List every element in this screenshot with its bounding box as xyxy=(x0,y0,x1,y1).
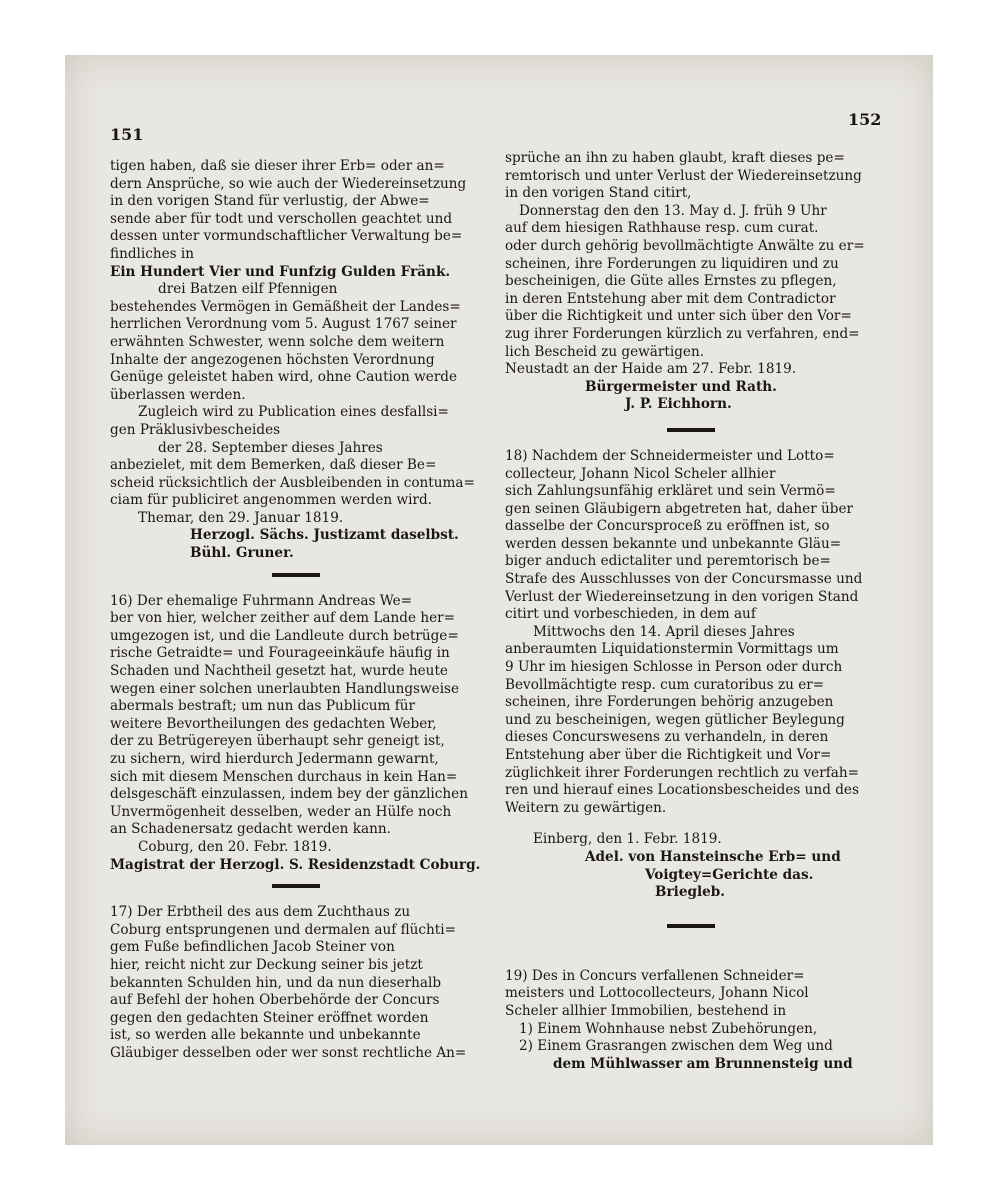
signatory: Briegleb. xyxy=(655,884,726,901)
text-line: Donnerstag den den 13. May d. J. früh 9 Uhr xyxy=(519,202,827,219)
text-line: biger anduch edictaliter und peremtorisch be= xyxy=(505,553,831,570)
text-line: ber von hier, welcher zeither auf dem Lande her= xyxy=(110,610,456,627)
issuing-office: Herzogl. Sächs. Justizamt daselbst. xyxy=(190,527,459,544)
text-line: sich Zahlungsunfähig erkläret und sein Vermö= xyxy=(505,483,836,500)
text-line: über die Richtigkeit und unter sich über den Vor= xyxy=(505,308,852,325)
text-line: bestehendes Vermögen in Gemäßheit der Landes= xyxy=(110,298,461,315)
body-paragraph xyxy=(110,299,482,405)
amount-line-2: drei Batzen eilf Pfennigen xyxy=(158,281,338,298)
text-line: 2) Einem Grasrangen zwischen dem Weg und xyxy=(519,1038,833,1055)
text-line: lich Bescheid zu gewärtigen. xyxy=(505,343,705,360)
text-line: gem Fuße befindlichen Jacob Steiner von xyxy=(110,939,395,956)
text-line: gen Präklusivbescheides xyxy=(110,421,281,438)
text-line: umgezogen ist, und die Landleute durch betrüge= xyxy=(110,627,459,644)
text-line: auf Befehl der hohen Oberbehörde der Concurs xyxy=(110,992,440,1009)
section-divider xyxy=(667,924,715,928)
notice-19 xyxy=(505,968,877,1074)
text-line: Verlust der Wiedereinsetzung in den vorigen Stand xyxy=(505,588,859,605)
intro-paragraph xyxy=(110,158,482,264)
text-line: citirt und vorbeschieden, in dem auf xyxy=(505,606,756,623)
text-line: gegen den gedachten Steiner eröffnet worden xyxy=(110,1009,429,1026)
notice-16 xyxy=(110,593,482,875)
text-line: Unvermögenheit desselben, weder an Hülfe noch xyxy=(110,803,452,820)
place-date: Coburg, den 20. Febr. 1819. xyxy=(138,838,332,855)
text-line: dessen unter vormundschaftlicher Verwaltung be= xyxy=(110,228,463,245)
page-number-right: 152 xyxy=(848,110,882,129)
text-line: remtorisch und unter Verlust der Wiedereinsetzung xyxy=(505,167,862,184)
text-line: oder durch gehörig bevollmächtigte Anwälte zu er= xyxy=(505,237,865,254)
text-line: 19) Des in Concurs verfallenen Schneider= xyxy=(505,967,805,984)
text-line: Scheler allhier Immobilien, bestehend in xyxy=(505,1002,787,1019)
text-line: abermals bestraft; um nun das Publicum für xyxy=(110,698,415,715)
text-line: ist, so werden alle bekannte und unbekannte xyxy=(110,1027,421,1044)
section-divider xyxy=(667,428,715,432)
notice-18 xyxy=(505,448,877,902)
issuing-office: Magistrat der Herzogl. S. Residenzstadt Coburg. xyxy=(110,856,481,873)
text-line: Zugleich wird zu Publication eines desfallsi= xyxy=(138,404,449,421)
signatories: Bühl. Gruner. xyxy=(190,545,294,562)
place-date: Neustadt an der Haide am 27. Febr. 1819. xyxy=(505,361,797,378)
text-line: Strafe des Ausschlusses von der Concursmasse und xyxy=(505,571,863,588)
text-line: wegen einer solchen unerlaubten Handlungsweise xyxy=(110,680,460,697)
text-line: ren und hierauf eines Locationsbescheides und des xyxy=(505,782,859,799)
text-line: Schaden und Nachtheil gesetzt hat, wurde heute xyxy=(110,663,448,680)
text-line: dieses Concurswesens zu verhandeln, in deren xyxy=(505,729,829,746)
text-line: in den vorigen Stand für verlustig, der Abwe= xyxy=(110,193,430,210)
text-line: anbezielet, mit dem Bemerken, daß dieser Be= xyxy=(110,457,437,474)
text-line: anberaumten Liquidationstermin Vormittags um xyxy=(505,641,839,658)
date-line: der 28. September dieses Jahres xyxy=(158,439,383,456)
text-line: gen seinen Gläubigern abgetreten hat, daher über xyxy=(505,500,854,517)
text-line: weitere Bevortheilungen des gedachten Weber, xyxy=(110,715,437,732)
text-line: 1) Einem Wohnhause nebst Zubehörungen, xyxy=(519,1020,818,1037)
text-line: collecteur, Johann Nicol Scheler allhier xyxy=(505,465,776,482)
text-line: sprüche an ihn zu haben glaubt, kraft dieses pe= xyxy=(505,150,845,166)
text-line: bescheinigen, die Güte alles Ernstes zu pflegen, xyxy=(505,273,837,290)
text-line: herrlichen Verordnung vom 5. August 1767 seiner xyxy=(110,316,457,333)
text-line: scheinen, ihre Forderungen zu liquidiren und zu xyxy=(505,255,839,272)
text-line: findliches in xyxy=(110,245,195,262)
text-line: an Schadenersatz gedacht werden kann. xyxy=(110,821,391,838)
text-line: Bevollmächtigte resp. cum curatoribus zu er= xyxy=(505,676,825,693)
text-line: dasselbe der Concursproceß zu eröffnen ist, so xyxy=(505,518,830,535)
text-line: auf dem hiesigen Rathhause resp. cum curat. xyxy=(505,220,819,237)
text-line: sende aber für todt und verschollen geachtet und xyxy=(110,210,453,227)
text-line: zu sichern, wird hierdurch Jedermann gewarnt, xyxy=(110,751,439,767)
text-line: dern Ansprüche, so wie auch der Wiedereinsetzung xyxy=(110,175,467,192)
text-line: überlassen werden. xyxy=(110,386,246,403)
text-line: Weitern zu gewärtigen. xyxy=(505,799,667,816)
text-line: meisters und Lottocollecteurs, Johann Nicol xyxy=(505,985,809,1002)
text-line: bekannten Schulden hin, und da nun dieserhalb xyxy=(110,974,442,991)
text-line: Entstehung aber über die Richtigkeit und Vor= xyxy=(505,747,832,763)
text-line: 9 Uhr im hiesigen Schlosse in Person oder durch xyxy=(505,659,843,676)
text-line: Gläubiger desselben oder wer sonst rechtliche An= xyxy=(110,1044,467,1061)
text-line: 16) Der ehemalige Fuhrmann Andreas We= xyxy=(110,592,413,609)
text-line: Mittwochs den 14. April dieses Jahres xyxy=(533,623,795,640)
text-line: Inhalte der angezogenen höchsten Verordnung xyxy=(110,351,435,368)
text-line: züglichkeit ihrer Forderungen rechtlich zu verfah= xyxy=(505,764,860,781)
text-line: dem Mühlwasser am Brunnensteig und xyxy=(553,1055,853,1072)
text-line: rische Getraidte= und Fourageeinkäufe häufig in xyxy=(110,645,450,662)
section-divider xyxy=(272,573,320,577)
text-line: der zu Betrügereyen überhaupt sehr geneigt ist, xyxy=(110,733,445,750)
text-line: tigen haben, daß sie dieser ihrer Erb= oder an= xyxy=(110,158,445,174)
issuing-office: Bürgermeister und Rath. xyxy=(585,378,777,395)
text-line: delsgeschäft einzulassen, indem bey der gänzlichen xyxy=(110,786,468,803)
issuing-office-2: Voigtey=Gerichte das. xyxy=(645,866,814,883)
amount-line: Ein Hundert Vier und Funfzig Gulden Fränk. xyxy=(110,263,451,280)
text-line: zug ihrer Forderungen kürzlich zu verfahren, end= xyxy=(505,325,860,342)
text-line: in den vorigen Stand citirt, xyxy=(505,185,692,202)
text-line: und zu bescheinigen, wegen gütlicher Beylegung xyxy=(505,711,845,728)
text-line: werden dessen bekannte und unbekannte Gläu= xyxy=(505,535,842,552)
section-divider xyxy=(272,884,320,888)
place-date: Einberg, den 1. Febr. 1819. xyxy=(533,831,722,848)
notice-17 xyxy=(110,904,482,1062)
place-date: Themar, den 29. Januar 1819. xyxy=(138,509,344,526)
left-column xyxy=(110,158,482,1063)
text-line: scheid rücksichtlich der Ausbleibenden in contuma= xyxy=(110,474,475,491)
text-line: in deren Entstehung aber mit dem Contradictor xyxy=(505,290,836,307)
text-line: Genüge geleistet haben wird, ohne Caution werde xyxy=(110,369,458,386)
text-line: Coburg entsprungenen und dermalen auf flüchti= xyxy=(110,921,456,938)
text-line: 17) Der Erbtheil des aus dem Zuchthaus zu xyxy=(110,904,411,921)
right-column xyxy=(505,150,877,1073)
text-line: sich mit diesem Menschen durchaus in kein Han= xyxy=(110,768,458,785)
page-number-left: 151 xyxy=(110,125,144,144)
text-line: scheinen, ihre Forderungen behörig anzugeben xyxy=(505,694,834,711)
text-line: hier, reicht nicht zur Deckung seiner bis jetzt xyxy=(110,956,423,973)
signatory: J. P. Eichhorn. xyxy=(625,396,732,413)
text-line: erwähnten Schwester, wenn solche dem weitern xyxy=(110,333,445,350)
text-line: 18) Nachdem der Schneidermeister und Lotto= xyxy=(505,447,835,464)
text-line: ciam für publiciret angenommen werden wird. xyxy=(110,492,432,509)
issuing-office: Adel. von Hansteinsche Erb= und xyxy=(585,848,841,865)
